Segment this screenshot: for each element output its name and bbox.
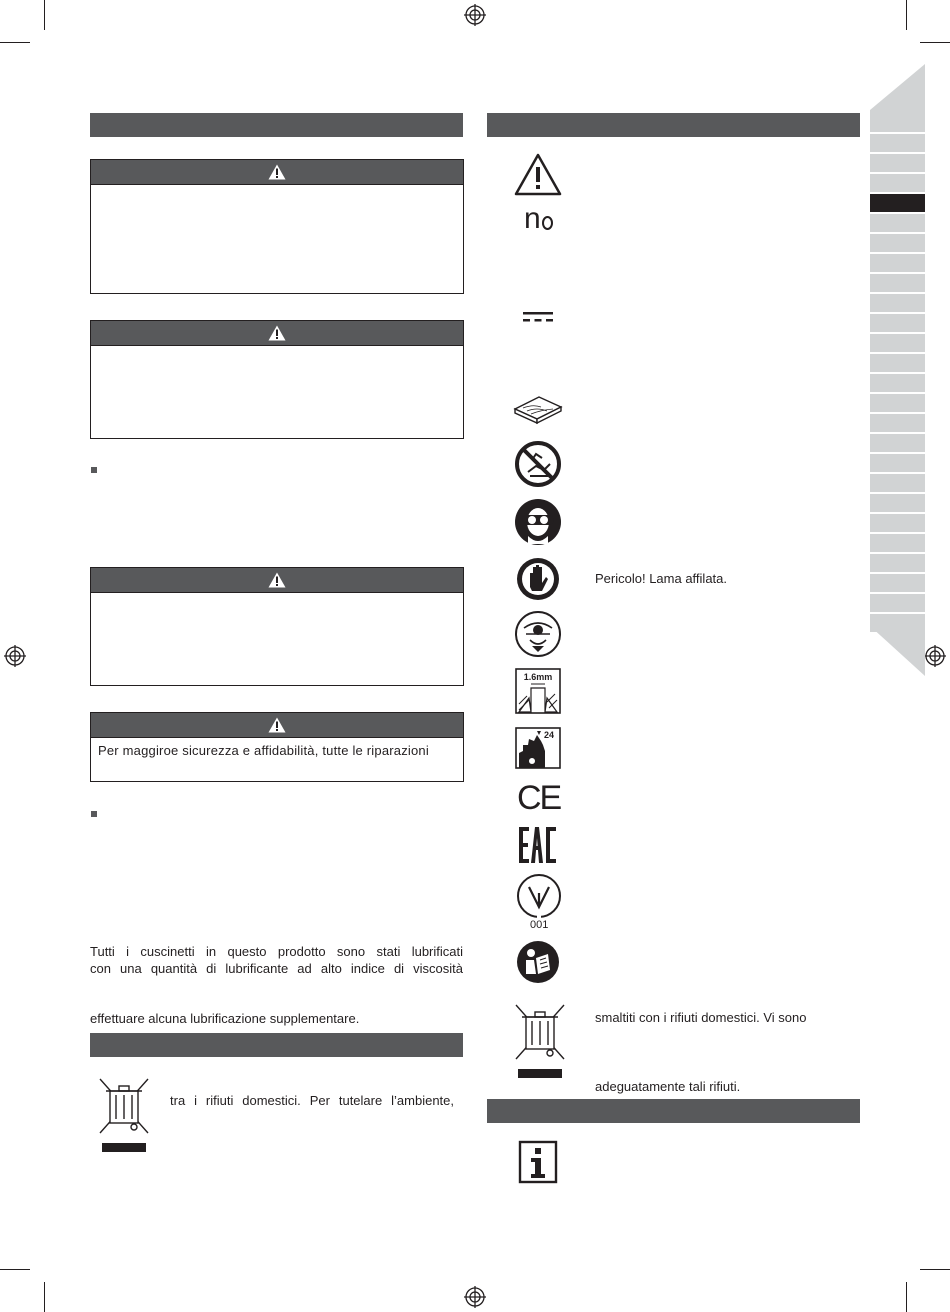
crop-mark — [0, 1269, 30, 1270]
side-tab-active[interactable] — [870, 194, 925, 214]
safety-goggles-icon — [514, 498, 562, 546]
bullet-marker — [91, 811, 97, 817]
cutting-dust-icon — [514, 610, 562, 658]
crop-mark — [0, 42, 30, 43]
disposal-text: adeguatamente tali rifiuti. — [595, 1079, 741, 1094]
registration-mark-icon — [464, 4, 486, 26]
warning-triangle-icon — [268, 164, 286, 180]
registration-mark-icon — [924, 645, 946, 667]
warning-box — [90, 320, 464, 439]
side-tab[interactable] — [870, 434, 925, 454]
side-tab[interactable] — [870, 574, 925, 594]
section-header-bar — [487, 1099, 860, 1123]
symbol-description: Pericolo! Lama affilata. — [595, 571, 727, 586]
side-tab[interactable] — [870, 254, 925, 274]
warning-box — [90, 712, 464, 782]
lubrication-line: con una quantità di lubrificante ad alto indice di viscosità — [90, 961, 463, 976]
side-tab[interactable] — [870, 234, 925, 254]
no-hands-prohibition-icon — [514, 440, 562, 488]
direct-current-icon — [522, 310, 554, 324]
warning-box — [90, 159, 464, 294]
blade-teeth-icon — [515, 727, 561, 769]
warning-box-header — [91, 568, 463, 593]
lubrication-line: effettuare alcuna lubrificazione supplementare. — [90, 1011, 360, 1026]
side-tab[interactable] — [870, 374, 925, 394]
warning-triangle-icon — [268, 325, 286, 341]
warning-box-text: Per maggiroe sicurezza e affidabilità, tutte le riparazioni — [98, 743, 429, 758]
crop-mark — [44, 0, 45, 30]
warning-box-header — [91, 713, 463, 738]
side-tab[interactable] — [870, 174, 925, 194]
side-tab-bottom-bevel — [870, 626, 926, 678]
read-manual-icon — [516, 940, 560, 984]
warning-box — [90, 567, 464, 686]
side-tab[interactable] — [870, 534, 925, 554]
bullet-marker — [91, 467, 97, 473]
disposal-text: smaltiti con i rifiuti domestici. Vi sono — [595, 1010, 807, 1025]
registration-mark-icon — [4, 645, 26, 667]
warning-triangle-icon — [268, 717, 286, 733]
side-tab[interactable] — [870, 334, 925, 354]
crop-mark — [920, 1269, 950, 1270]
ukrainian-conformity-number: 001 — [530, 919, 549, 931]
ukrainian-conformity-icon — [516, 873, 562, 919]
crop-mark — [44, 1282, 45, 1312]
side-tab[interactable] — [870, 294, 925, 314]
side-tab-strip — [870, 114, 925, 634]
section-header-bar — [487, 113, 860, 137]
section-header-bar — [90, 1033, 463, 1057]
warning-triangle-icon — [268, 572, 286, 588]
disposal-text: tra i rifiuti domestici. Per tutelare l’ambiente, — [170, 1093, 454, 1108]
ce-mark-icon: CE — [517, 779, 561, 817]
side-tab[interactable] — [870, 134, 925, 154]
svg-text:1.6mm: 1.6mm — [523, 672, 553, 682]
no-load-speed-subscript — [542, 216, 553, 230]
side-tab-top-bevel — [870, 64, 926, 114]
side-tab[interactable] — [870, 154, 925, 174]
side-tab[interactable] — [870, 274, 925, 294]
side-tab[interactable] — [870, 494, 925, 514]
svg-text:24: 24 — [543, 730, 555, 740]
no-load-speed-icon — [524, 202, 564, 242]
sharp-blade-hand-icon — [516, 557, 560, 601]
side-tab[interactable] — [870, 594, 925, 614]
warning-triangle-icon — [514, 153, 562, 196]
lubrication-line: Tutti i cuscinetti in questo prodotto sono stati lubrificati — [90, 944, 463, 959]
side-tab[interactable] — [870, 514, 925, 534]
info-icon — [518, 1140, 558, 1184]
crop-mark — [906, 1282, 907, 1312]
crossed-out-bin-icon — [512, 1003, 568, 1081]
side-tab[interactable] — [870, 454, 925, 474]
side-tab[interactable] — [870, 354, 925, 374]
section-header-bar — [90, 113, 463, 137]
crossed-out-bin-icon — [96, 1077, 152, 1155]
crop-mark — [906, 0, 907, 30]
side-tab[interactable] — [870, 474, 925, 494]
registration-mark-icon — [464, 1286, 486, 1308]
wood-board-icon — [513, 395, 563, 425]
warning-box-header — [91, 160, 463, 185]
eac-mark-icon — [518, 826, 558, 864]
side-tab[interactable] — [870, 554, 925, 574]
side-tab[interactable] — [870, 414, 925, 434]
crop-mark — [920, 42, 950, 43]
side-tab[interactable] — [870, 214, 925, 234]
cut-depth-icon — [515, 668, 561, 714]
warning-box-header — [91, 321, 463, 346]
side-tab[interactable] — [870, 394, 925, 414]
side-tab[interactable] — [870, 114, 925, 134]
no-load-speed-label: n — [524, 202, 541, 235]
side-tab[interactable] — [870, 314, 925, 334]
